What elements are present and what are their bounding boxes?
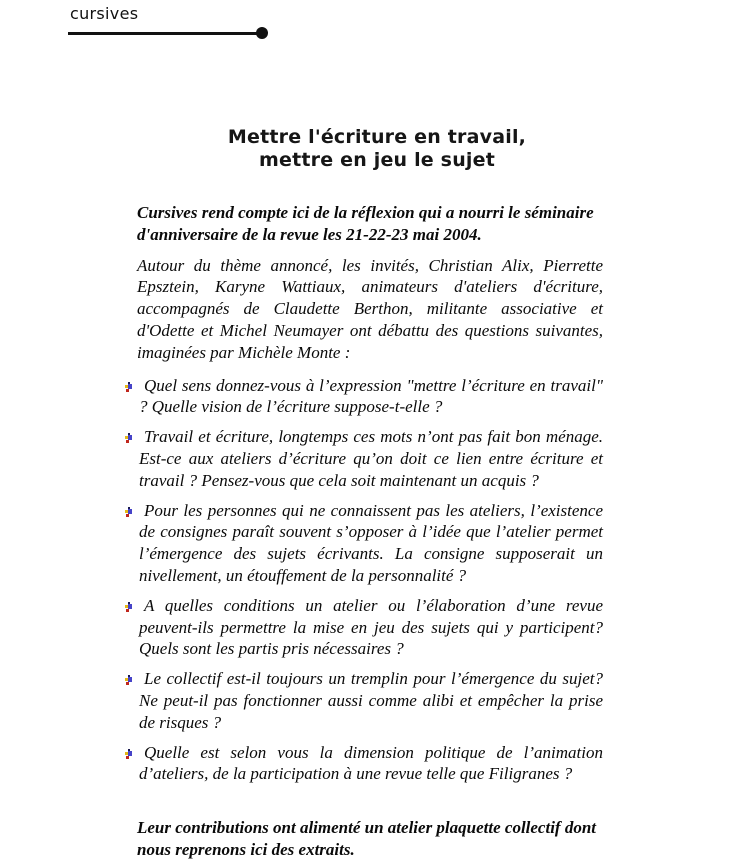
ornament-bullet-icon [125,602,133,612]
article-title [137,126,617,172]
intro-lead-paragraph: Cursives rend compte ici de la réflexion qui a nourri le séminaire d'anniversaire de la revue les 21-22-23 mai 2004. [137,203,594,244]
question-text: Quelle est selon vous la dimension politique de l’animation d’ateliers, de la participation à une revue telle que Filigranes ? [139,742,603,784]
article-title-line2: mettre en jeu le sujet [258,149,496,171]
outro-paragraph: Leur contributions ont alimenté un atelier plaquette collectif dont nous reprenons ici des extraits. [137,818,597,859]
list-item [137,426,603,491]
rule-end-dot-icon [256,27,268,39]
question-text: Quel sens donnez-vous à l’expression "mettre l’écriture en travail" ? Quelle vision de l’écriture suppose-t-elle ? [139,375,603,417]
masthead [68,4,278,39]
list-item [137,595,603,660]
question-list [137,375,603,786]
list-item [137,742,603,786]
list-item [137,668,603,733]
section-spacer [137,793,603,817]
ornament-bullet-icon [125,433,133,443]
rule-line [68,32,260,35]
intro-paragraph: Autour du thème annoncé, les invités, Christian Alix, Pierrette Epsztein, Karyne Wattiaux, animateurs d'ateliers d'écriture, accompagnés de Claudette Berthon, militante associative et d'Odette et Michel Neumayer ont débattu des questions suivantes, imaginées par Michèle Monte : [137,255,603,362]
ornament-bullet-icon [125,749,133,759]
ornament-bullet-icon [125,382,133,392]
question-text: Le collectif est-il toujours un tremplin pour l’émergence du sujet? Ne peut-il pas fonctionner aussi comme alibi et empêcher la prise de risques ? [139,669,603,732]
ornament-bullet-icon [125,675,133,685]
list-item [137,375,603,419]
masthead-rule [68,27,278,39]
article-body [137,202,603,863]
article-title-line1: Mettre l'écriture en travail, [227,126,527,148]
question-text: Pour les personnes qui ne connaissent pas les ateliers, l’existence de consignes paraît souvent s’opposer à l’idée que l’atelier permet l’émergence des sujets écrivants. La consigne supposerait un nivellement, un étouffement de la personnalité ? [139,500,603,585]
list-item [137,500,603,587]
question-text: A quelles conditions un atelier ou l’élaboration d’une revue peuvent-ils permettre la mise en jeu des sujets qui y participent? Quels sont les partis pris nécessaires ? [139,595,603,659]
journal-brand: cursives [70,4,139,23]
question-text: Travail et écriture, longtemps ces mots n’ont pas fait bon ménage. Est-ce aux ateliers d’écriture qu’on doit ce lien entre écriture et travail ? Pensez-vous que cela soit maintenant un acquis ? [139,427,603,490]
ornament-bullet-icon [125,507,133,517]
